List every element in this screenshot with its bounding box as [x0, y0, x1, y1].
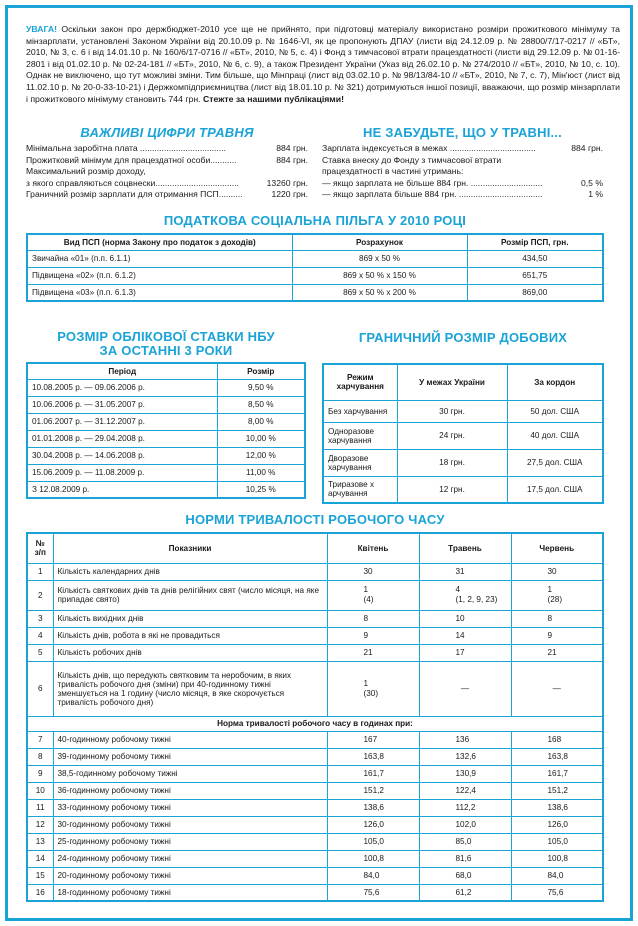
table-row: 11 33-годинному робочому тижні 138,6 112,2 138,6	[27, 799, 603, 816]
remember-title: НЕ ЗАБУДЬТЕ, ЩО У ТРАВНІ...	[363, 125, 562, 140]
table-row: 10 36-годинному робочому тижні 151,2 122,4 151,2	[27, 782, 603, 799]
intro-text: Оскільки закон про держбюджет-2010 усе ще не прийнято, при підготовці матеріалу використано розміри прожиткового мінімуму та мінзарплати, установлені Законом України від 20.10.09 р. № 1646-VI, як це пропонують ДПАУ (листи від 24.12.09 р. № 28800/7/17-0217 // «БТ», 2010, № 3, с. 6 і від 14.01.10 р. № 160/6/17-0716 // «БТ», 2010, № 5, с. 4) і Фонд з тимчасової втрати працездатності (листи від 29.12.09 р. № 01-16-2801 і від 01.02.10 р. № 02-24-181 // «БТ», 2010, № 6, с. 9), а також Президент України (Указ від 26.02.10 р. № 274/2010 // «БТ», 2010, № 10, с. 10). Однак не виключено, що тут можливі зміни. Тим більше, що Мінпраці (лист від 03.02.10 р. № 98/13/84-10 // «БТ», 2010, № 7, с. 7), Мін'юст (лист від 11.02.10 р. № 20-0-33-10-21) і Держкомпідприємництва (лист від 18.01.10 р. № 321) дотримуються іншої позиції, вважаючи, що розмір мінзарплати і прожиткового мінімуму становить 744 грн.	[26, 24, 620, 104]
table-row: 3 Кількість вихідних днів 8 10 8	[27, 610, 603, 627]
remember-section	[322, 125, 603, 201]
table-row: 12 30-годинному робочому тижні 126,0 102,0 126,0	[27, 816, 603, 833]
psp-table	[26, 233, 604, 302]
table-row: 10.06.2006 р. — 31.05.2007 р. 8,50 %	[27, 396, 305, 413]
table-row: 9 38,5-годинному робочому тижні 161,7 130,9 161,7	[27, 765, 603, 782]
psp-title: ПОДАТКОВА СОЦІАЛЬНА ПІЛЬГА У 2010 РОЦІ	[163, 213, 467, 228]
table-row: Без харчування 30 грн. 50 дол. США	[323, 400, 603, 422]
table-row: 15.06.2009 р. — 11.08.2009 р. 11,00 %	[27, 464, 305, 481]
warning-label: УВАГА!	[26, 24, 58, 34]
table-row: Одноразове харчування 24 грн. 40 дол. США	[323, 422, 603, 449]
daily-section	[322, 330, 604, 504]
intro-bold-end: Стежте за нашими публікаціями!	[202, 93, 344, 104]
hours-title: НОРМИ ТРИВАЛОСТІ РОБОЧОГО ЧАСУ	[185, 512, 445, 527]
hours-subheader-row	[27, 716, 603, 731]
hours-header-may: Травень	[419, 533, 511, 563]
max-income-line1: Максимальний розмір доходу,	[26, 166, 146, 177]
table-row: 6 Кількість днів, що передують святковим та неробочим, в яких тривалість робочого дня (зміни) при 40-годинному тижні зменшується на 1 годину (число місяця, в яке скорочується тривалість робочого дня) 1 (30) — —	[27, 661, 603, 716]
nbu-section	[26, 330, 306, 499]
nbu-table	[26, 362, 306, 499]
subsistence-row: Прожитковий мінімум для працездатної особи........... 884 грн.	[26, 154, 308, 165]
table-row: 16 18-годинному робочому тижні 75,6 61,2 75,6	[27, 884, 603, 901]
rate-low-row: — якщо зарплата не більше 884 грн. .............................. 0,5 %	[322, 177, 603, 188]
important-figures-title: ВАЖЛИВІ ЦИФРИ ТРАВНЯ	[80, 125, 254, 140]
nbu-header-rate: Розмір	[217, 363, 305, 379]
table-row: 10.08.2005 р. — 09.06.2006 р. 9,50 %	[27, 379, 305, 396]
rate-line2: працездатності в частині утримань:	[322, 166, 464, 177]
table-row: Підвищена «03» (п.п. 6.1.3) 869 х 50 % х 200 % 869,00	[27, 284, 603, 301]
nbu-header-period: Період	[27, 363, 217, 379]
psp-header-type: Вид ПСП (норма Закону про податок з доходів)	[27, 234, 292, 250]
nbu-title-1: РОЗМІР ОБЛІКОВОЇ СТАВКИ НБУ	[57, 329, 275, 344]
daily-header-ukraine: У межах України	[397, 364, 507, 400]
table-row: 30.04.2008 р. — 14.06.2008 р. 12,00 %	[27, 447, 305, 464]
daily-table	[322, 363, 604, 504]
intro-paragraph	[26, 24, 620, 105]
table-row: Звичайна «01» (п.п. 6.1.1) 869 х 50 % 434,50	[27, 250, 603, 267]
rate-line1: Ставка внеску до Фонду з тимчасової втрати	[322, 154, 502, 165]
daily-title: ГРАНИЧНИЙ РОЗМІР ДОБОВИХ	[358, 330, 568, 345]
hours-header-april: Квітень	[327, 533, 419, 563]
table-row: 14 24-годинному робочому тижні 100,8 81,6 100,8	[27, 850, 603, 867]
nbu-title-2: ЗА ОСТАННІ 3 РОКИ	[99, 343, 233, 358]
table-row: 1 Кількість календарних днів 30 31 30	[27, 563, 603, 580]
hours-table	[26, 532, 604, 902]
rate-high-row: — якщо зарплата більше 884 грн. ................................... 1 %	[322, 189, 603, 200]
table-row: 01.06.2007 р. — 31.12.2007 р. 8,00 %	[27, 413, 305, 430]
table-row: 01.01.2008 р. — 29.04.2008 р. 10,00 %	[27, 430, 305, 447]
psp-section	[26, 213, 604, 302]
psp-header-calc: Розрахунок	[292, 234, 467, 250]
hours-subheader: Норма тривалості робочого часу в годинах при:	[27, 716, 603, 731]
table-row: Триразове х арчування 12 грн. 17,5 дол. США	[323, 476, 603, 503]
hours-header-num: № з/п	[27, 533, 53, 563]
table-row: 13 25-годинному робочому тижні 105,0 85,0 105,0	[27, 833, 603, 850]
table-row: З 12.08.2009 р. 10,25 %	[27, 481, 305, 498]
psp-limit-row: Граничний розмір зарплати для отримання ПСП.......... 1220 грн.	[26, 189, 308, 200]
hours-section	[26, 512, 604, 902]
table-row: 4 Кількість днів, робота в які не провадиться 9 14 9	[27, 627, 603, 644]
table-row: 2 Кількість святкових днів та днів релігійних свят (число місяця, на яке припадає свято) 1 (4) 4 (1, 2, 9, 23) 1 (28)	[27, 580, 603, 610]
max-income-row: з якого справляються соцвнески................................... 13260 грн.	[26, 177, 308, 188]
table-row: 15 20-годинному робочому тижні 84,0 68,0 84,0	[27, 867, 603, 884]
table-row: 7 40-годинному робочому тижні 167 136 168	[27, 731, 603, 748]
min-wage-row: Мінімальна заробітна плата .................................... 884 грн.	[26, 143, 308, 153]
table-row: Підвищена «02» (п.п. 6.1.2) 869 х 50 % х 150 % 651,75	[27, 267, 603, 284]
table-row: 8 39-годинному робочому тижні 163,8 132,6 163,8	[27, 748, 603, 765]
indexation-row: Зарплата індексується в межах .................................... 884 грн.	[322, 143, 603, 153]
table-row: 5 Кількість робочих днів 21 17 21	[27, 644, 603, 661]
hours-header-indicator: Показники	[53, 533, 327, 563]
daily-header-abroad: За кордон	[507, 364, 603, 400]
table-row: Дворазове харчування 18 грн. 27,5 дол. США	[323, 449, 603, 476]
hours-header-june: Червень	[511, 533, 603, 563]
important-figures-section	[26, 125, 308, 201]
psp-header-amount: Розмір ПСП, грн.	[467, 234, 603, 250]
daily-header-mode: Режим харчування	[323, 364, 397, 400]
